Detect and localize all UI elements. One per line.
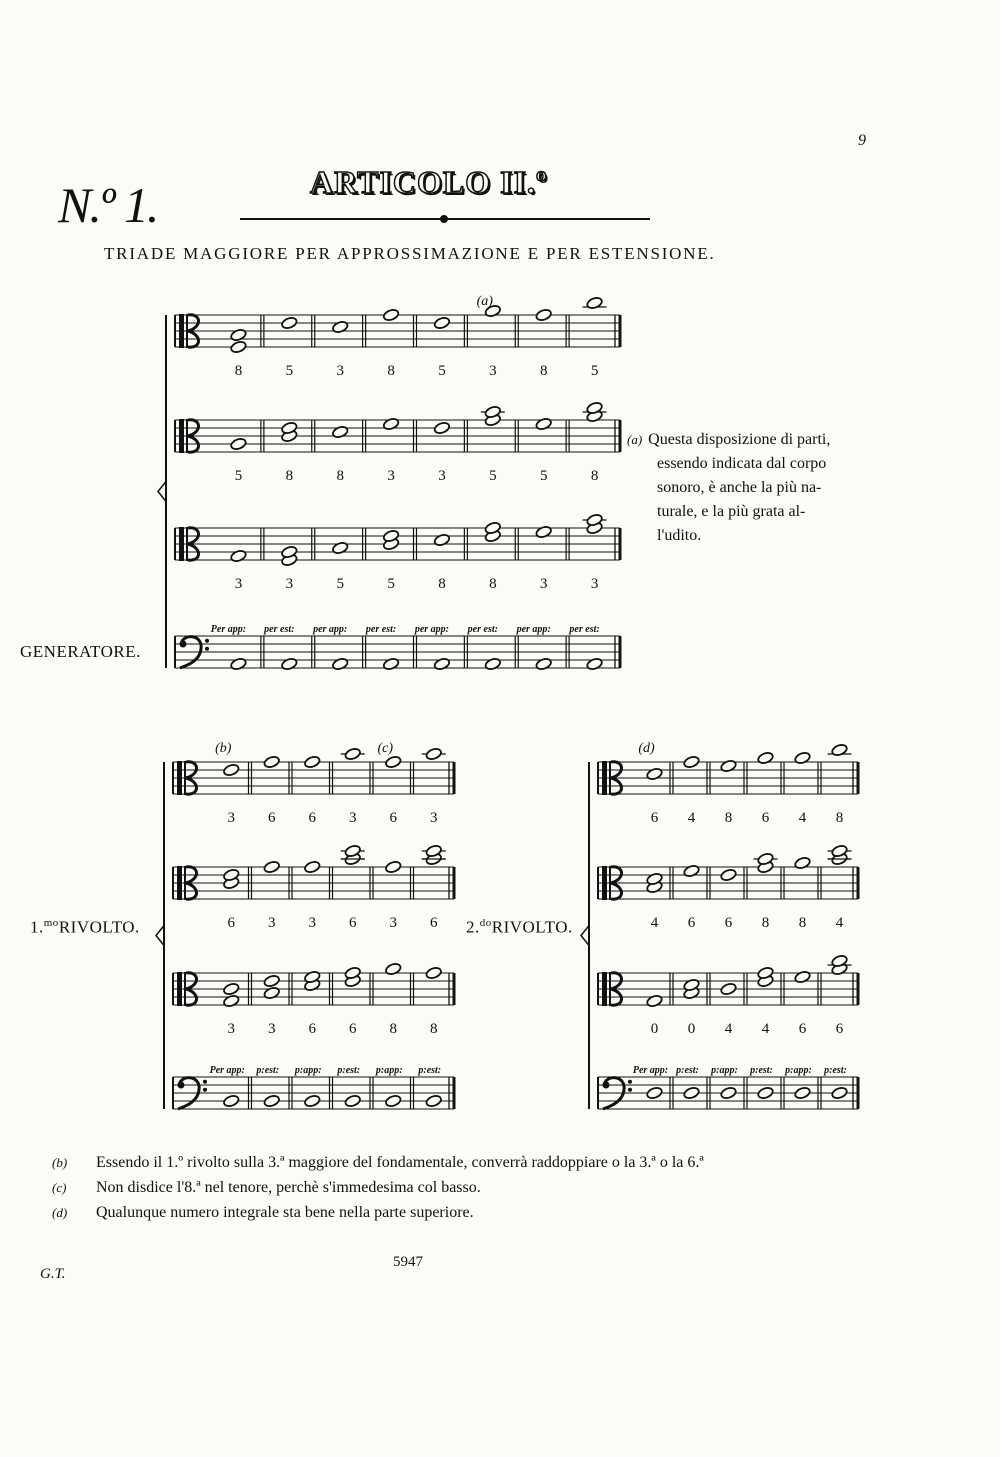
page-subtitle: TRIADE MAGGIORE PER APPROSSIMAZIONE E PER ESTENSIONE. [104,244,716,263]
figure-number: 6 [798,1021,807,1037]
whole-note [382,417,399,431]
figure-number: 5 [387,576,395,592]
figure-number: 8 [489,576,497,592]
figure-number: 8 [835,810,844,826]
figure-number: 8 [438,576,446,592]
figure-number: 3 [430,810,438,826]
whole-note [683,864,700,878]
figure-number: 6 [650,810,659,826]
bass-clef-icon [628,1088,632,1092]
whole-note [535,657,552,671]
annotation-mark: (a) [476,294,493,309]
figure-number: 3 [308,915,316,931]
whole-note [230,657,247,671]
whole-note [586,296,603,310]
whole-note [535,308,552,322]
whole-note [223,1094,240,1108]
side-note-line: essendo indicata dal corpo [657,455,827,472]
whole-note [433,657,450,671]
secondo-rivolto-label-number: 2. [466,917,480,937]
bass-approach-label: p:app: [375,1065,403,1076]
whole-note [263,755,280,769]
figure-number: 5 [590,363,599,379]
figure-number: 5 [438,363,446,379]
figure-number: 0 [687,1021,696,1037]
figure-number: 5 [539,468,548,484]
figure-number: 6 [268,810,276,826]
bass-approach-label: p:est: [256,1065,280,1076]
figure-number: 8 [798,915,807,931]
figure-number: 8 [590,468,599,484]
alto-clef-icon [609,761,611,795]
system-primo-rivolto [156,741,454,1109]
whole-note [223,982,240,996]
whole-note [646,994,663,1008]
whole-note [263,1094,280,1108]
engraver-mark: G.T. [40,1266,66,1282]
figure-number: 6 [687,915,696,931]
system-generatore [158,294,620,671]
whole-note [794,970,811,984]
footnote-b [52,1150,704,1175]
whole-note [385,755,402,769]
annotation-mark: (c) [377,741,394,756]
bass-approach-label: p:app: [711,1065,738,1076]
figure-number: 6 [308,1021,316,1037]
side-note-line: sonoro, è anche la più na- [657,479,822,496]
bass-approach-label: p:est: [750,1065,773,1076]
figure-number: 6 [389,810,397,826]
figure-number: 3 [438,468,446,484]
bass-approach-label: per app: [414,624,450,635]
side-note-line: Questa disposizione di parti, [648,431,831,448]
whole-note [281,316,298,330]
alto-clef-icon [186,527,188,561]
figure-number: 4 [798,810,807,826]
alto-clef-icon [177,866,182,900]
bass-clef-icon [628,1080,632,1084]
figure-number: 6 [308,810,316,826]
figure-number: 4 [761,1021,770,1037]
figure-number: 8 [234,363,243,379]
system-secondo-rivolto [581,741,858,1109]
bass-approach-label: p:est: [337,1065,361,1076]
figure-number: 3 [227,810,235,826]
whole-note [344,747,361,761]
whole-note [230,340,247,354]
figure-number: 3 [268,915,276,931]
bass-clef-icon [205,647,209,651]
bass-approach-label: p:est: [824,1065,847,1076]
figure-number: 6 [349,915,357,931]
primo-rivolto-label-number: 1. [30,917,44,937]
alto-clef-icon [602,866,607,900]
alto-clef-icon [609,866,611,900]
figure-number: 6 [761,810,770,826]
whole-note [433,421,450,435]
alto-clef-icon [602,761,607,795]
whole-note [683,755,700,769]
primo-rivolto-label-suffix: mo [43,917,59,929]
plate-number: 5947 [393,1254,423,1270]
figure-number: 4 [687,810,696,826]
system-brace-point [156,926,164,946]
whole-note [535,417,552,431]
whole-note [720,1086,737,1100]
whole-note [720,759,737,773]
figure-number: 8 [539,363,548,379]
figure-number: 5 [234,468,243,484]
primo-rivolto-label-word: RIVOLTO. [58,917,140,937]
bass-approach-label: p:app: [785,1065,812,1076]
whole-note [535,525,552,539]
whole-note [831,1086,848,1100]
whole-note [720,982,737,996]
figure-number: 4 [835,915,844,931]
figure-number: 4 [650,915,659,931]
footnote-text: Essendo il 1.º rivolto sulla 3.ª maggiore del fondamentale, converrà raddoppiare o la 3.ª o la 6.ª [96,1154,704,1171]
figure-number: 3 [234,576,243,592]
figure-number: 3 [336,363,344,379]
bass-clef-icon [203,1088,207,1092]
whole-note [646,767,663,781]
figure-number: 6 [349,1021,357,1037]
whole-note [831,743,848,757]
whole-note [230,437,247,451]
bass-clef-icon [203,1080,207,1084]
whole-note [720,868,737,882]
side-note [627,428,877,548]
alto-clef-icon [609,972,611,1006]
figure-number: 3 [489,363,497,379]
alto-clef-icon [184,972,186,1006]
whole-note [223,994,240,1008]
system-brace-point [581,926,589,946]
bass-clef-icon [603,1082,610,1089]
bass-approach-label: Per app: [632,1065,669,1076]
whole-note [263,860,280,874]
whole-note [382,308,399,322]
generatore-label: GENERATORE. [20,642,141,661]
figure-number: 3 [389,915,397,931]
figure-number: 3 [387,468,395,484]
system-brace-point [158,482,166,502]
whole-note [484,657,501,671]
bass-clef-icon [205,639,209,643]
page-number: 9 [858,132,866,149]
figure-number: 6 [724,915,733,931]
whole-note [230,328,247,342]
side-note-line: turale, e la più grata al- [657,503,806,520]
footnote-mark: (c) [52,1180,67,1195]
bass-approach-label: p:est: [676,1065,699,1076]
bass-approach-label: Per app: [209,1065,245,1076]
footnote-d [52,1200,704,1225]
figure-number: 8 [285,468,294,484]
footnotes [52,1150,704,1225]
whole-note [385,860,402,874]
figure-number: 3 [227,1021,235,1037]
figure-number: 8 [724,810,733,826]
whole-note [230,549,247,563]
whole-note [794,856,811,870]
bass-approach-label: per est: [264,624,295,635]
bass-approach-label: p:est: [418,1065,442,1076]
whole-note [385,962,402,976]
alto-clef-icon [177,761,182,795]
whole-note [757,1086,774,1100]
whole-note [683,1086,700,1100]
whole-note [425,966,442,980]
footnote-text: Non disdice l'8.ª nel tenore, perchè s'immedesima col basso. [96,1179,481,1196]
article-title: ARTICOLO II.º [310,164,548,200]
bass-approach-label: per est: [365,624,397,635]
whole-note [332,541,349,555]
figure-number: 3 [590,576,599,592]
alto-clef-icon [186,314,188,348]
figure-number: 8 [430,1021,438,1037]
figure-number: 6 [835,1021,844,1037]
whole-note [332,657,349,671]
annotation-mark: (b) [215,741,232,756]
whole-note [223,763,240,777]
whole-note [304,860,321,874]
figure-number: 0 [650,1021,659,1037]
figure-number: 8 [387,363,395,379]
figure-number: 3 [268,1021,276,1037]
bass-approach-label: per app: [313,624,348,635]
whole-note [263,986,280,1000]
secondo-rivolto-label-suffix: do [479,917,492,929]
whole-note [646,1086,663,1100]
alto-clef-icon [179,314,184,348]
bass-approach-label: Per app: [210,624,247,635]
figure-number: 8 [336,468,344,484]
alto-clef-icon [179,527,184,561]
alto-clef-icon [602,972,607,1006]
whole-note [344,1094,361,1108]
whole-note [332,320,349,334]
whole-note [794,1086,811,1100]
whole-note [281,657,298,671]
footnote-mark: (b) [52,1155,68,1170]
whole-note [433,533,450,547]
alto-clef-icon [179,419,184,453]
footnote-c [52,1175,704,1200]
alto-clef-icon [177,972,182,1006]
bass-clef-icon [178,1082,185,1089]
whole-note [757,751,774,765]
figure-number: 5 [489,468,497,484]
bass-approach-label: per est: [467,624,498,635]
figure-number: 8 [761,915,770,931]
bass-approach-label: per app: [516,624,551,635]
whole-note [425,1094,442,1108]
whole-note [263,974,280,988]
whole-note [586,657,603,671]
whole-note [304,1094,321,1108]
whole-note [385,1094,402,1108]
whole-note [433,316,450,330]
whole-note [332,425,349,439]
example-number: N.º 1. [58,177,158,233]
bass-clef-icon [180,641,187,648]
whole-note [382,657,399,671]
whole-note [304,755,321,769]
annotation-mark: (d) [638,741,655,756]
figure-number: 6 [430,915,438,931]
figure-number: 5 [285,363,294,379]
figure-number: 3 [349,810,357,826]
whole-note [425,747,442,761]
footnote-text: Qualunque numero integrale sta bene nella parte superiore. [96,1204,474,1221]
figure-number: 4 [724,1021,733,1037]
whole-note [794,751,811,765]
alto-clef-icon [184,866,186,900]
secondo-rivolto-label-word: RIVOLTO. [491,917,573,937]
bass-approach-label: p:app: [294,1065,322,1076]
figure-number: 3 [539,576,548,592]
alto-clef-icon [186,419,188,453]
figure-number: 3 [285,576,294,592]
side-note-mark: (a) [627,432,643,447]
figure-number: 5 [336,576,344,592]
figure-number: 8 [389,1021,397,1037]
footnote-mark: (d) [52,1205,68,1220]
alto-clef-icon [184,761,186,795]
side-note-line: l'udito. [657,527,702,544]
figure-number: 6 [227,915,235,931]
bass-approach-label: per est: [569,624,600,635]
